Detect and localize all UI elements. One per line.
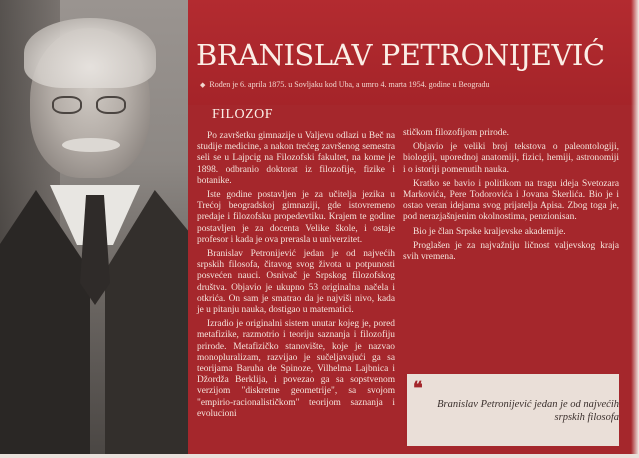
- pull-quote: [404, 374, 619, 446]
- section-heading: FILOZOF: [212, 107, 274, 122]
- text-column-left: [197, 131, 395, 423]
- portrait-photo: [0, 0, 188, 458]
- pull-quote-text: Branislav Petronijević jedan je od najvećih srpskih filosofa: [437, 399, 619, 423]
- paragraph: Iste godine postavljen je za učitelja jezika u Trećoj beogradskoj gimnaziji, gde istovremeno predaje i filozofsku propedevtiku. Krajem te godine postavljen je za docenta Velike škole, i ostaje profesor i kada je ova prerasla u univerzitet.: [197, 190, 395, 245]
- paragraph: Bio je član Srpske kraljevske akademije.: [413, 226, 566, 237]
- article-subtitle: [200, 80, 490, 89]
- paragraph: Kratko se bavio i politikom na tragu ideja Svetozara Markovića, Pere Todorovića i Jovana Skerlića. Bio je i ostao veran idejama svog prijatelja Apisa. Zbog toga je, pod nerazjašnjenim okolnostima, penzionisan.: [403, 178, 619, 223]
- paragraph: Proglašen je za najvažniju ličnost valjevskog kraja svih vremena.: [403, 240, 619, 263]
- diamond-icon: ◆: [200, 81, 206, 89]
- text-column-right: [403, 128, 619, 266]
- scan-edge: [631, 0, 639, 458]
- paragraph: Branislav Petronijević jedan je od najvećih srpskih filosofa, čitavog svog života u potpunosti posvećen nauci. Osnivač je Srpskog filozofskog društva. Objavio je ukupno 53 originalna načela i otkrića. On sam je smatrao da je najviši nivo, kada je u pitanju nauka, dostigao u matematici.: [197, 249, 395, 316]
- paragraph: Po završetku gimnazije u Valjevu odlazi u Beč na studije medicine, a nakon trećeg završenog semestra seli se u Lajpcig na Filozofski fakultet, na kome je 1898. odbranio doktorat iz filozofije, fizike i botanike.: [197, 131, 395, 186]
- paragraph: Izradio je originalni sistem unutar kojeg je, pored metafizike, razmotrio i teoriju saznanja i filozofiju prirode. Metafizičko stanovište, koje je nazvao monopluralizam, razvijao je sučeljavajući ga sa teorijama Baruha de Spinoze, Vilhelma Lajbnica i Džordža Berklija, i povezao ga sa sopstvenom verzijom "diskretne geometrije", sa svojom "empirio-racionalističkom" teorijom saznanja i evolucioni: [197, 319, 395, 419]
- scan-edge-bottom: [0, 454, 639, 458]
- paragraph: Objavio je veliki broj tekstova o paleontologiji, biologiji, uporednoj anatomiji, fizici, hemiji, astronomiji i o istoriji pomenutih nauka.: [403, 142, 619, 175]
- subtitle-text: Rođen je 6. aprila 1875. u Sovljaku kod Uba, a umro 4. marta 1954. godine u Beogradu: [209, 80, 490, 89]
- article-title: BRANISLAV PETRONIJEVIĆ: [196, 38, 605, 72]
- quote-icon: ❝: [413, 378, 423, 399]
- paragraph: stičkom filozofijom prirode.: [403, 128, 509, 138]
